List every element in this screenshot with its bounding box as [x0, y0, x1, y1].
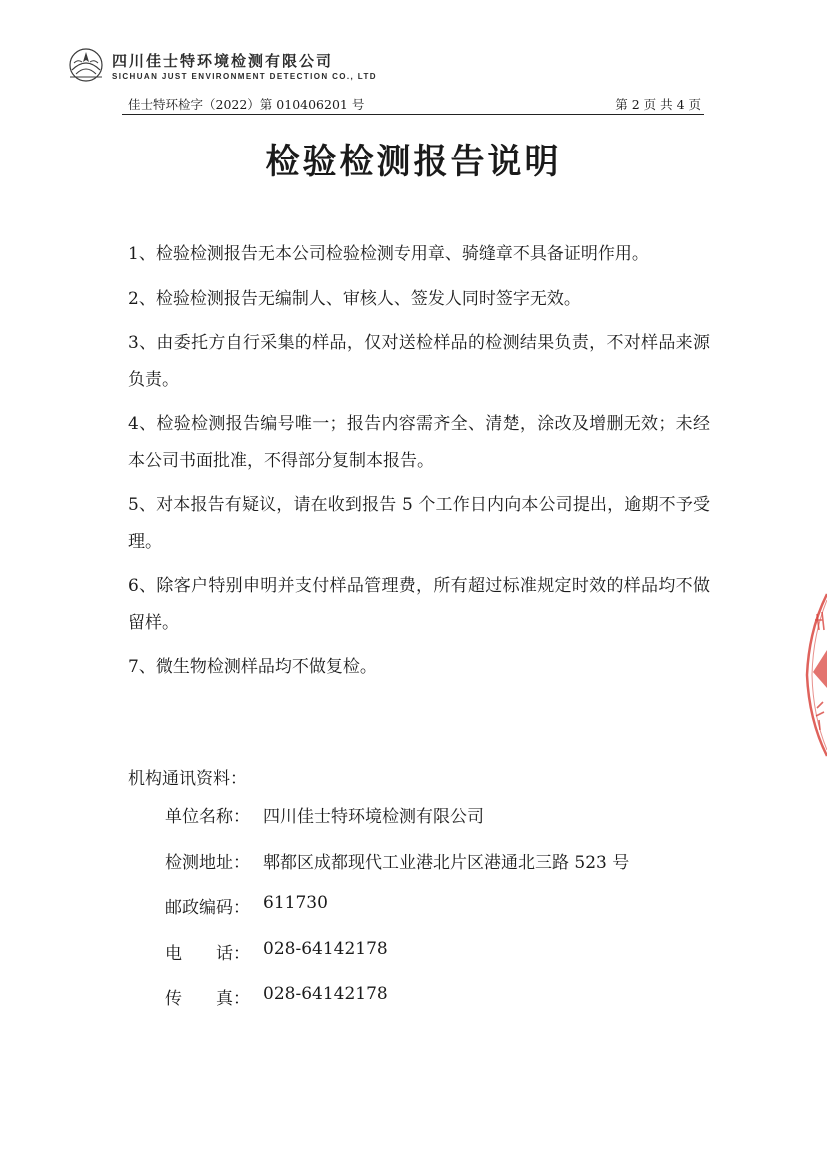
- contact-label: 邮政编码：: [165, 898, 250, 918]
- page-title: 检验检测报告说明: [265, 142, 562, 182]
- contact-row-postcode: [165, 893, 725, 939]
- notes-list: [128, 236, 710, 686]
- note-item: 2、检验检测报告无编制人、审核人、签发人同时签字无效。: [128, 288, 581, 309]
- contact-value: 028-64142178: [263, 984, 388, 1004]
- contact-row-address: [165, 848, 725, 894]
- contact-list: [165, 802, 725, 1030]
- contact-value: 郫都区成都现代工业港北片区港通北三路 523 号: [263, 852, 630, 873]
- contact-label: 传 真：: [165, 989, 250, 1009]
- company-name-en: SICHUAN JUST ENVIRONMENT DETECTION CO., LTD: [112, 72, 377, 81]
- note-item: 4、检验检测报告编号唯一；报告内容需齐全、清楚，涂改及增删无效；未经本公司书面批准，不得部分复制本报告。: [128, 414, 710, 471]
- note-item: 6、除客户特别申明并支付样品管理费，所有超过标准规定时效的样品均不做留样。: [128, 576, 710, 633]
- contact-row-fax: [165, 984, 725, 1030]
- contact-heading: 机构通讯资料：: [128, 769, 247, 789]
- contact-row-org: [165, 802, 725, 848]
- seal-stamp-partial-icon: [803, 590, 827, 760]
- report-number: 佳士特环检字（2022）第 010406201 号: [128, 97, 365, 112]
- header-divider: [122, 114, 704, 115]
- note-item: 5、对本报告有疑议，请在收到报告 5 个工作日内向本公司提出，逾期不予受理。: [128, 495, 710, 552]
- contact-row-phone: [165, 939, 725, 985]
- contact-label: 单位名称：: [165, 807, 250, 827]
- note-item: 3、由委托方自行采集的样品，仅对送检样品的检测结果负责，不对样品来源负责。: [128, 333, 710, 390]
- contact-value: 028-64142178: [263, 938, 388, 959]
- note-item: 1、检验检测报告无本公司检验检测专用章、骑缝章不具备证明作用。: [128, 244, 649, 264]
- contact-value: 四川佳士特环境检测有限公司: [263, 807, 484, 827]
- contact-label: 检测地址：: [165, 852, 250, 873]
- contact-label: 电 话：: [165, 943, 250, 964]
- company-name-cn: 四川佳士特环境检测有限公司: [112, 52, 334, 70]
- contact-value: 611730: [263, 893, 328, 913]
- company-logo-icon: [66, 46, 106, 84]
- page-indicator: 第 2 页 共 4 页: [615, 97, 701, 112]
- note-item: 7、微生物检测样品均不做复检。: [128, 657, 377, 677]
